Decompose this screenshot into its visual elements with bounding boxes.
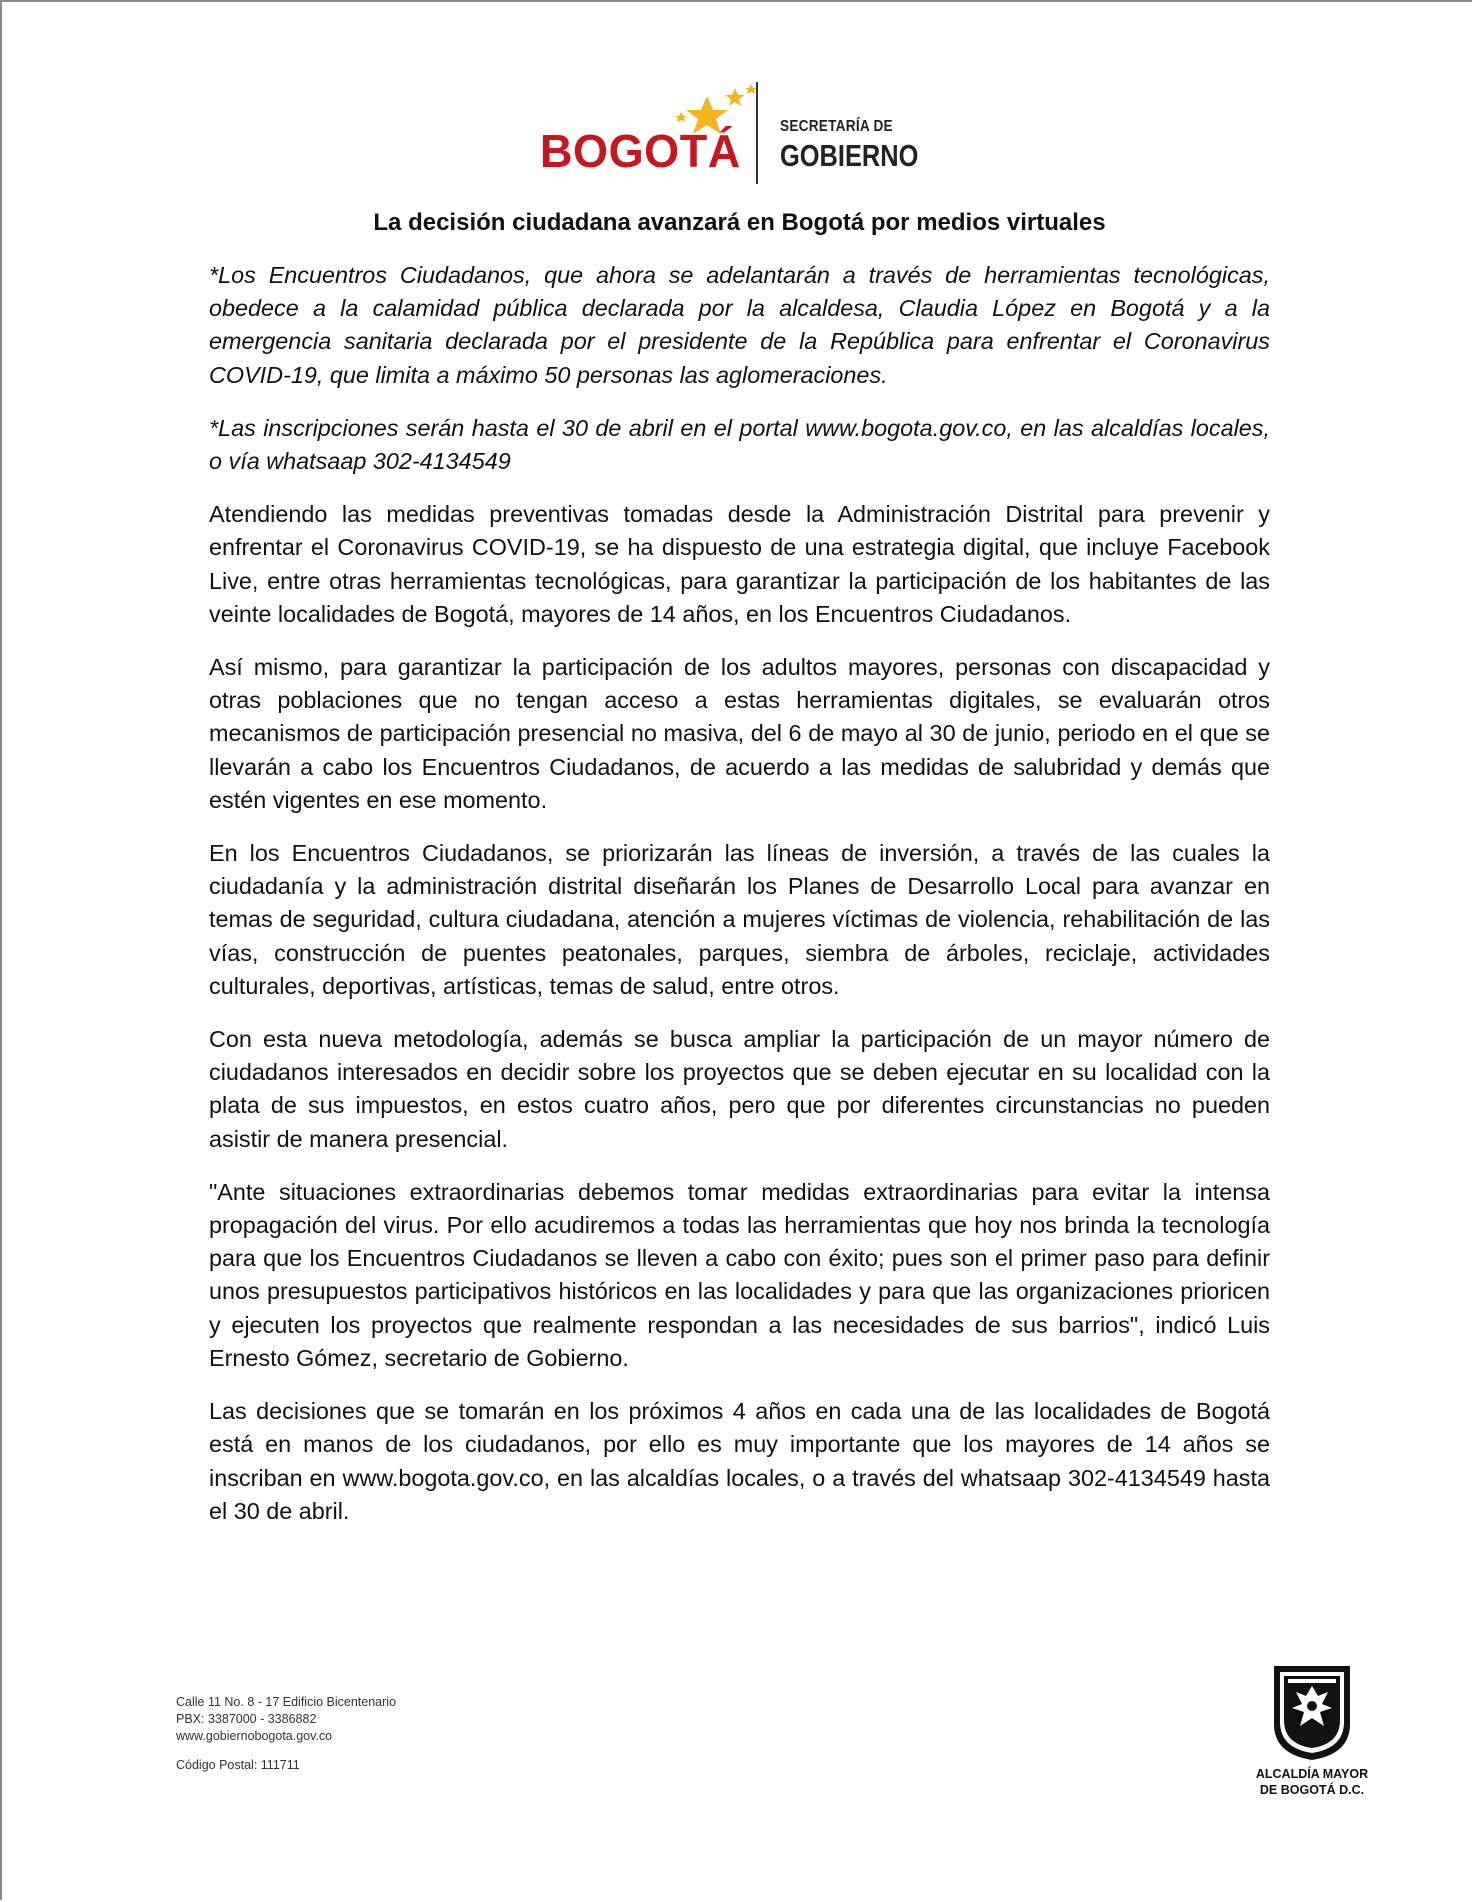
lead-paragraph-2: *Las inscripciones serán hasta el 30 de abril en el portal www.bogota.gov.co, en las alcaldías locales, o vía whatsaap 302-4134549 [209, 414, 1270, 475]
postal-code: Código Postal: 111711 [176, 1758, 300, 1772]
footer-address [176, 1694, 396, 1774]
document-title: La decisión ciudadana avanzará en Bogotá por medios virtuales [373, 209, 1106, 236]
body-paragraph: En los Encuentros Ciudadanos, se priorizarán las líneas de inversión, a través de las cuales la ciudadanía y la administración distrital diseñarán los Planes de Desarrollo Local para avanzar en temas de seguridad, cultura ciudadana, atención a mujeres víctimas de violencia, rehabilitación de las vías, construcción de puentes peatonales, parques, siembra de árboles, reciclaje, actividades culturales, deportivas, artísticas, temas de salud, entre otros. [209, 840, 1270, 999]
bogota-logo-text: BOGOTÁ [540, 125, 741, 177]
website-line: www.gobiernobogota.gov.co [176, 1729, 333, 1743]
crest-label-line2: DE BOGOTÁ D.C. [1259, 1783, 1365, 1797]
logo-org-line2: GOBIERNO [780, 138, 919, 173]
quote-paragraph: "Ante situaciones extraordinarias debemos tomar medidas extraordinarias para evitar la intensa propagación del virus. Por ello acudiremos a todas las herramientas que hoy nos brinda la tecnología para que los Encuentros Ciudadanos se lleven a cabo con éxito; pues son el primer paso para definir unos presupuestos participativos históricos en las localidades y para que las organizaciones prioricen y ejecuten los proyectos que realmente respondan a las necesidades de sus barrios", indicó Luis Ernesto Gómez, secretario de Gobierno. [209, 1178, 1270, 1371]
logo-org-line1: SECRETARÍA DE [780, 118, 893, 135]
body-paragraph: Atendiendo las medidas preventivas tomadas desde la Administración Distrital para prevenir y enfrentar el Coronavirus COVID-19, se ha dispuesto de una estrategia digital, que incluye Facebook Live, entre otras herramientas tecnológicas, para garantizar la participación de los habitantes de las veinte localidades de Bogotá, mayores de 14 años, en los Encuentros Ciudadanos. [209, 501, 1270, 627]
coat-of-arms-icon [1266, 1662, 1358, 1762]
alcaldia-crest [1242, 1662, 1382, 1802]
document-body [209, 259, 1270, 1548]
phone-line: PBX: 3387000 - 3386882 [176, 1712, 317, 1726]
body-paragraph: Así mismo, para garantizar la participación de los adultos mayores, personas con discapacidad y otras poblaciones que no tengan acceso a estas herramientas digitales, se evaluarán otros mecanismos de participación presencial no masiva, del 6 de mayo al 30 de junio, periodo en el que se llevarán a cabo los Encuentros Ciudadanos, de acuerdo a las medidas de salubridad y demás que estén vigentes en ese momento. [209, 654, 1270, 813]
bogota-secretaria-gobierno-logo [540, 82, 960, 192]
closing-paragraph: Las decisiones que se tomarán en los próximos 4 años en cada una de las localidades de Bogotá está en manos de los ciudadanos, por ello es muy importante que los mayores de 14 años se inscriban en www.bogota.gov.co, en las alcaldías locales, o a través del whatsaap 302-4134549 hasta el 30 de abril. [209, 1398, 1270, 1524]
crest-label [1242, 1766, 1382, 1798]
lead-paragraph-1: *Los Encuentros Ciudadanos, que ahora se adelantarán a través de herramientas tecnológicas, obedece a la calamidad pública declarada por la alcaldesa, Claudia López en Bogotá y a la emergencia sanitaria declarada por el presidente de la República para enfrentar el Coronavirus COVID-19, que limita a máximo 50 personas las aglomeraciones. [209, 262, 1270, 388]
crest-label-line1: ALCALDÍA MAYOR [1255, 1767, 1369, 1781]
logo-divider [756, 82, 758, 184]
body-paragraph: Con esta nueva metodología, además se busca ampliar la participación de un mayor número de ciudadanos interesados en decidir sobre los proyectos que se deben ejecutar en su localidad con la plata de sus impuestos, en estos cuatro años, pero que por diferentes circunstancias no pueden asistir de manera presencial. [209, 1026, 1270, 1152]
address-line: Calle 11 No. 8 - 17 Edificio Bicentenario [176, 1695, 397, 1709]
